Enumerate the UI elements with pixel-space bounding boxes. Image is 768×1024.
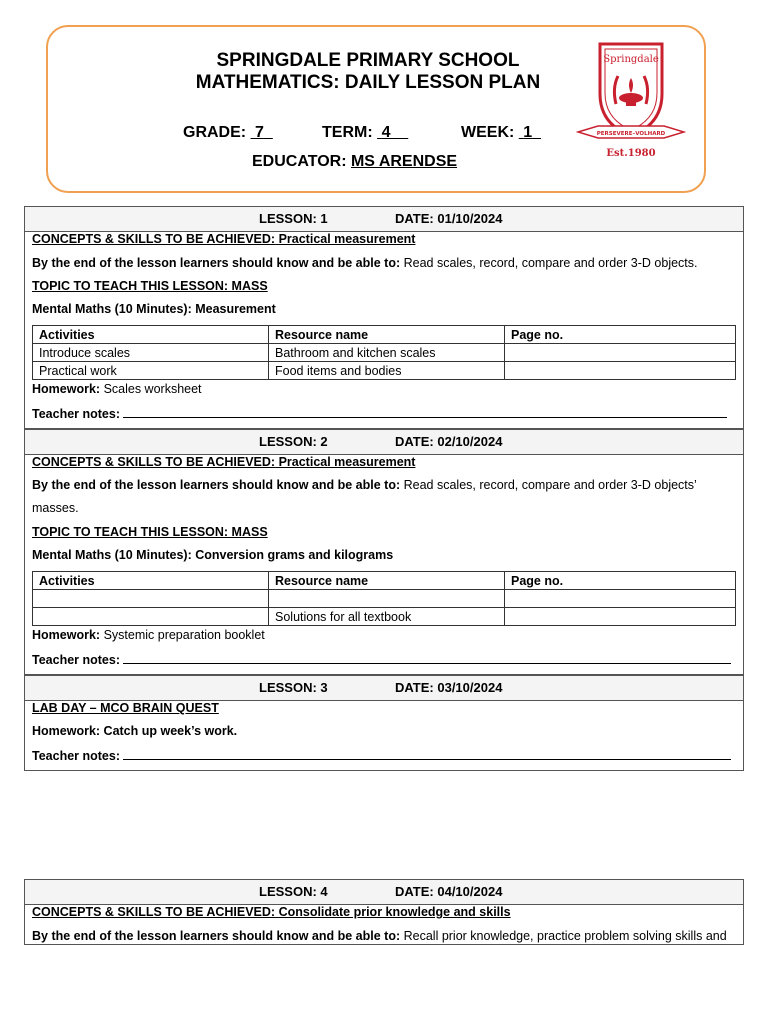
outcome-continued: masses. <box>32 501 79 515</box>
grade-field <box>183 124 273 142</box>
outcome-line: By the end of the lesson learners should know and be able to: Recall prior knowledge, practice problem solving skills and <box>32 929 727 943</box>
svg-text:Est.1980: Est.1980 <box>606 148 656 159</box>
teacher-notes-line: Teacher notes: <box>32 748 731 763</box>
educator-value: MS ARENDSE <box>350 153 458 170</box>
lesson-3-block <box>24 675 744 771</box>
concepts-line: CONCEPTS & SKILLS TO BE ACHIEVED: Consolidate prior knowledge and skills <box>32 905 511 919</box>
educator-label: EDUCATOR: <box>252 153 347 170</box>
table-row: Solutions for all textbook <box>33 608 736 626</box>
lesson-date: DATE: 02/10/2024 <box>395 434 503 449</box>
grade-label: GRADE: <box>183 124 247 141</box>
homework-line: Homework: Systemic preparation booklet <box>32 628 265 642</box>
school-name: SPRINGDALE PRIMARY SCHOOL <box>216 50 520 71</box>
mental-maths-line: Mental Maths (10 Minutes): Measurement <box>32 302 276 316</box>
term-value: 4 <box>381 124 391 141</box>
topic-line: TOPIC TO TEACH THIS LESSON: MASS <box>32 279 268 293</box>
topic-line: TOPIC TO TEACH THIS LESSON: MASS <box>32 525 268 539</box>
table-header-row: Activities Resource name Page no. <box>33 572 736 590</box>
lesson-1-block <box>24 206 744 429</box>
lesson-2-header <box>25 430 743 455</box>
svg-text:PERSEVERE–VOLHARD: PERSEVERE–VOLHARD <box>596 131 666 137</box>
term-label: TERM: <box>322 124 373 141</box>
svg-text:Springdale: Springdale <box>603 54 659 65</box>
activities-table <box>32 325 736 380</box>
homework-line: Homework: Scales worksheet <box>32 382 202 396</box>
table-row <box>33 590 736 608</box>
table-row: Practical work Food items and bodies <box>33 362 736 380</box>
lesson-date: DATE: 01/10/2024 <box>395 211 503 226</box>
lesson-date: DATE: 03/10/2024 <box>395 680 503 695</box>
lesson-3-header <box>25 676 743 701</box>
outcome-line: By the end of the lesson learners should know and be able to: Read scales, record, compare and order 3-D objects. <box>32 256 698 270</box>
lesson-date: DATE: 04/10/2024 <box>395 884 503 899</box>
lesson-number: LESSON: 4 <box>259 884 328 899</box>
school-crest-logo <box>576 40 686 162</box>
concepts-line: CONCEPTS & SKILLS TO BE ACHIEVED: Practical measurement <box>32 455 416 469</box>
week-label: WEEK: <box>461 124 515 141</box>
lesson-4-header <box>25 880 743 905</box>
teacher-notes-line: Teacher notes: <box>32 652 731 667</box>
teacher-notes-line: Teacher notes: <box>32 406 727 421</box>
table-header-row: Activities Resource name Page no. <box>33 326 736 344</box>
table-row: Introduce scales Bathroom and kitchen scales <box>33 344 736 362</box>
grade-value: 7 <box>255 124 264 141</box>
lab-day-line: LAB DAY – MCO BRAIN QUEST <box>32 701 219 715</box>
lesson-number: LESSON: 1 <box>259 211 328 226</box>
lesson-4-block <box>24 879 744 945</box>
homework-line: Homework: Catch up week’s work. <box>32 724 238 738</box>
lesson-1-header <box>25 207 743 232</box>
concepts-line: CONCEPTS & SKILLS TO BE ACHIEVED: Practical measurement <box>32 232 416 246</box>
outcome-line: By the end of the lesson learners should know and be able to: Read scales, record, compare and order 3-D objects’ <box>32 478 697 492</box>
mental-maths-line: Mental Maths (10 Minutes): Conversion grams and kilograms <box>32 548 394 562</box>
lesson-number: LESSON: 3 <box>259 680 328 695</box>
lesson-number: LESSON: 2 <box>259 434 328 449</box>
term-field <box>322 124 408 142</box>
week-field <box>461 124 541 142</box>
lesson-2-block <box>24 429 744 675</box>
plan-title: MATHEMATICS: DAILY LESSON PLAN <box>195 72 541 93</box>
activities-table <box>32 571 736 626</box>
educator-field <box>252 153 457 171</box>
week-value: 1 <box>523 124 533 141</box>
